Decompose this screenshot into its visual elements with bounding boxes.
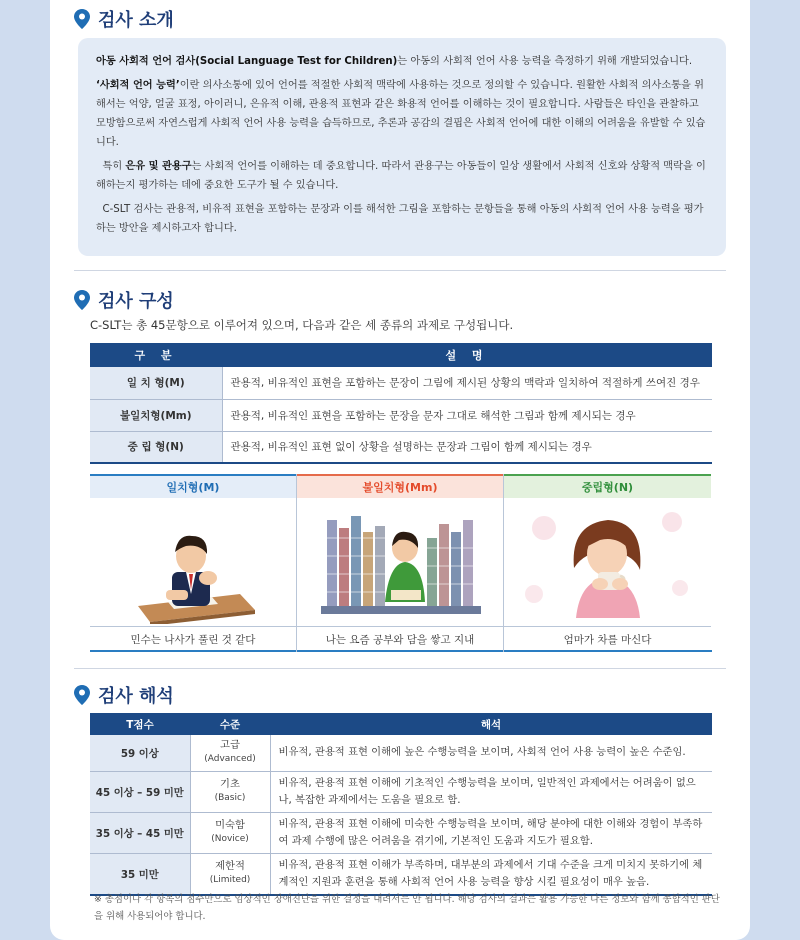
table-header-row bbox=[90, 713, 712, 735]
location-pin-icon bbox=[74, 9, 90, 29]
mom-drinking-tea-illustration bbox=[504, 498, 711, 624]
composition-table bbox=[90, 343, 712, 464]
section-title-composition bbox=[74, 287, 174, 313]
row-text: 비유적, 관용적 표현 이해가 부족하며, 대부분의 과제에서 기대 수준을 크게 미치지 못하기에 체계적인 지원과 훈련을 통해 사회적 언어 사용 능력을 향상 시킬 필요성이 매우 높음. bbox=[270, 853, 712, 895]
row-score: 45 이상 – 59 미만 bbox=[90, 771, 190, 812]
divider bbox=[74, 668, 726, 669]
example-mismatch-head: 불일치형(Mm) bbox=[297, 474, 503, 498]
example-match bbox=[90, 474, 297, 652]
level-ko: 기초 bbox=[220, 778, 240, 790]
row-kind: 중 립 형(N) bbox=[90, 431, 222, 463]
boy-book-wall-illustration bbox=[297, 498, 503, 624]
example-match-head: 일치형(M) bbox=[90, 474, 296, 498]
intro-p1-bold: 아동 사회적 언어 검사(Social Language Test for Children) bbox=[96, 56, 398, 67]
page bbox=[50, 0, 750, 940]
example-match-caption: 민수는 나사가 풀린 것 같다 bbox=[90, 626, 296, 652]
intro-p3-pre: 특히 bbox=[102, 161, 126, 172]
col-score: T점수 bbox=[90, 713, 190, 735]
intro-p3-bold: 은유 및 관용구 bbox=[125, 161, 192, 172]
row-level bbox=[190, 771, 270, 812]
row-level bbox=[190, 812, 270, 853]
table-row bbox=[90, 367, 712, 399]
row-text: 비유적, 관용적 표현 이해에 미숙한 수행능력을 보이며, 해당 분야에 대한 이해와 경험이 부족하여 과제 수행에 많은 어려움을 겪기에, 기본적인 도움과 지도가 필요함. bbox=[270, 812, 712, 853]
location-pin-icon bbox=[74, 290, 90, 310]
section-title-intro bbox=[74, 6, 174, 32]
row-desc: 관용적, 비유적인 표현을 포함하는 문장을 문자 그대로 해석한 그림과 함께 제시되는 경우 bbox=[222, 399, 712, 431]
row-score: 59 이상 bbox=[90, 735, 190, 771]
row-desc: 관용적, 비유적인 표현 없이 상황을 설명하는 문장과 그림이 함께 제시되는 경우 bbox=[222, 431, 712, 463]
example-pictures bbox=[90, 474, 712, 652]
table-row bbox=[90, 771, 712, 812]
row-level bbox=[190, 735, 270, 771]
intro-p1-rest: 는 아동의 사회적 언어 사용 능력을 측정하기 위해 개발되었습니다. bbox=[397, 56, 693, 67]
table-row bbox=[90, 735, 712, 771]
intro-box bbox=[78, 38, 726, 256]
level-en: (Basic) bbox=[214, 793, 246, 803]
intro-p2-bold: ‘사회적 언어 능력’ bbox=[96, 80, 180, 91]
intro-paragraph-4 bbox=[96, 200, 708, 238]
row-level bbox=[190, 853, 270, 895]
level-ko: 미숙함 bbox=[215, 819, 245, 831]
section-title-interpretation bbox=[74, 682, 174, 708]
composition-title: 검사 구성 bbox=[98, 291, 174, 312]
example-neutral-head: 중립형(N) bbox=[504, 474, 711, 498]
interpretation-title: 검사 해석 bbox=[98, 686, 174, 707]
interpretation-table bbox=[90, 713, 712, 896]
row-text: 비유적, 관용적 표현 이해에 높은 수행능력을 보이며, 사회적 언어 사용 능력이 높은 수준임. bbox=[270, 735, 712, 771]
level-en: (Advanced) bbox=[204, 754, 256, 765]
intro-p4: C-SLT 검사는 관용적, 비유적 표현을 포함하는 문장과 이를 해석한 그림을 포함하는 문항들을 통해 아동의 사회적 언어 사용 능력을 평가하는 방안을 제시하고자 합니다. bbox=[96, 204, 704, 234]
footnote: ※ 총점이나 각 항목의 점수만으로 임상적인 장애진단을 위한 결정을 내려서는 안 됩니다. 해당 검사의 결과는 활용 가능한 다른 정보와 함께 종합적인 판단을 위해 사용되어야 합니다. bbox=[94, 894, 720, 922]
intro-p3-rest: 는 사회적 언어를 이해하는 데 중요합니다. 따라서 관용구는 아동들이 일상 생활에서 사회적 신호와 상황적 맥락을 이해하는지 평가하는 데에 중요한 도구가 될 수 있습니다. bbox=[96, 161, 706, 191]
row-kind: 불일치형(Mm) bbox=[90, 399, 222, 431]
composition-description: C-SLT는 총 45문항으로 이루어져 있으며, 다음과 같은 세 종류의 과제로 구성됩니다. bbox=[90, 318, 514, 332]
table-row bbox=[90, 812, 712, 853]
boy-studying-illustration bbox=[90, 498, 296, 624]
row-text: 비유적, 관용적 표현 이해에 기초적인 수행능력을 보이며, 일반적인 과제에서는 어려움이 없으나, 복잡한 과제에서는 도움을 필요로 함. bbox=[270, 771, 712, 812]
example-mismatch bbox=[297, 474, 504, 652]
level-ko: 고급 bbox=[220, 739, 240, 752]
table-row bbox=[90, 853, 712, 895]
example-neutral-caption: 엄마가 차를 마신다 bbox=[504, 626, 711, 652]
col-kind: 구 분 bbox=[90, 343, 222, 367]
example-neutral bbox=[504, 474, 711, 652]
col-desc: 설 명 bbox=[222, 343, 712, 367]
table-row bbox=[90, 399, 712, 431]
row-score: 35 미만 bbox=[90, 853, 190, 895]
col-text: 해석 bbox=[270, 713, 712, 735]
intro-p2-rest: 이란 의사소통에 있어 언어를 적절한 사회적 맥락에 사용하는 것으로 정의할 수 있습니다. 원활한 사회적 의사소통을 위해서는 억양, 얼굴 표정, 아이러니, 은유적 이해, 관용적 표현과 같은 화용적 언어를 이해하는 것이 필요합니다. 사람들은 타인을 관찰하고 모방함으로써 자연스럽게 사회적 언어 사용 능력을 습득하므로, 추론과 공감의 결핍은 사회적 언어에 대한 이해의 어려움을 유발할 수 있습니다. bbox=[96, 80, 706, 148]
intro-title: 검사 소개 bbox=[98, 10, 174, 31]
level-ko: 제한적 bbox=[215, 860, 245, 872]
location-pin-icon bbox=[74, 685, 90, 705]
table-header-row bbox=[90, 343, 712, 367]
level-en: (Novice) bbox=[211, 834, 249, 844]
divider bbox=[74, 270, 726, 271]
row-score: 35 이상 – 45 미만 bbox=[90, 812, 190, 853]
row-desc: 관용적, 비유적인 표현을 포함하는 문장이 그림에 제시된 상황의 맥락과 일치하여 적절하게 쓰여진 경우 bbox=[222, 367, 712, 399]
col-level: 수준 bbox=[190, 713, 270, 735]
intro-paragraph-3 bbox=[96, 157, 708, 195]
intro-paragraph-2 bbox=[96, 76, 708, 152]
row-kind: 일 치 형(M) bbox=[90, 367, 222, 399]
level-en: (Limited) bbox=[209, 875, 251, 885]
table-row bbox=[90, 431, 712, 463]
example-mismatch-caption: 나는 요즘 공부와 담을 쌓고 지내 bbox=[297, 626, 503, 652]
intro-paragraph-1 bbox=[96, 52, 708, 71]
